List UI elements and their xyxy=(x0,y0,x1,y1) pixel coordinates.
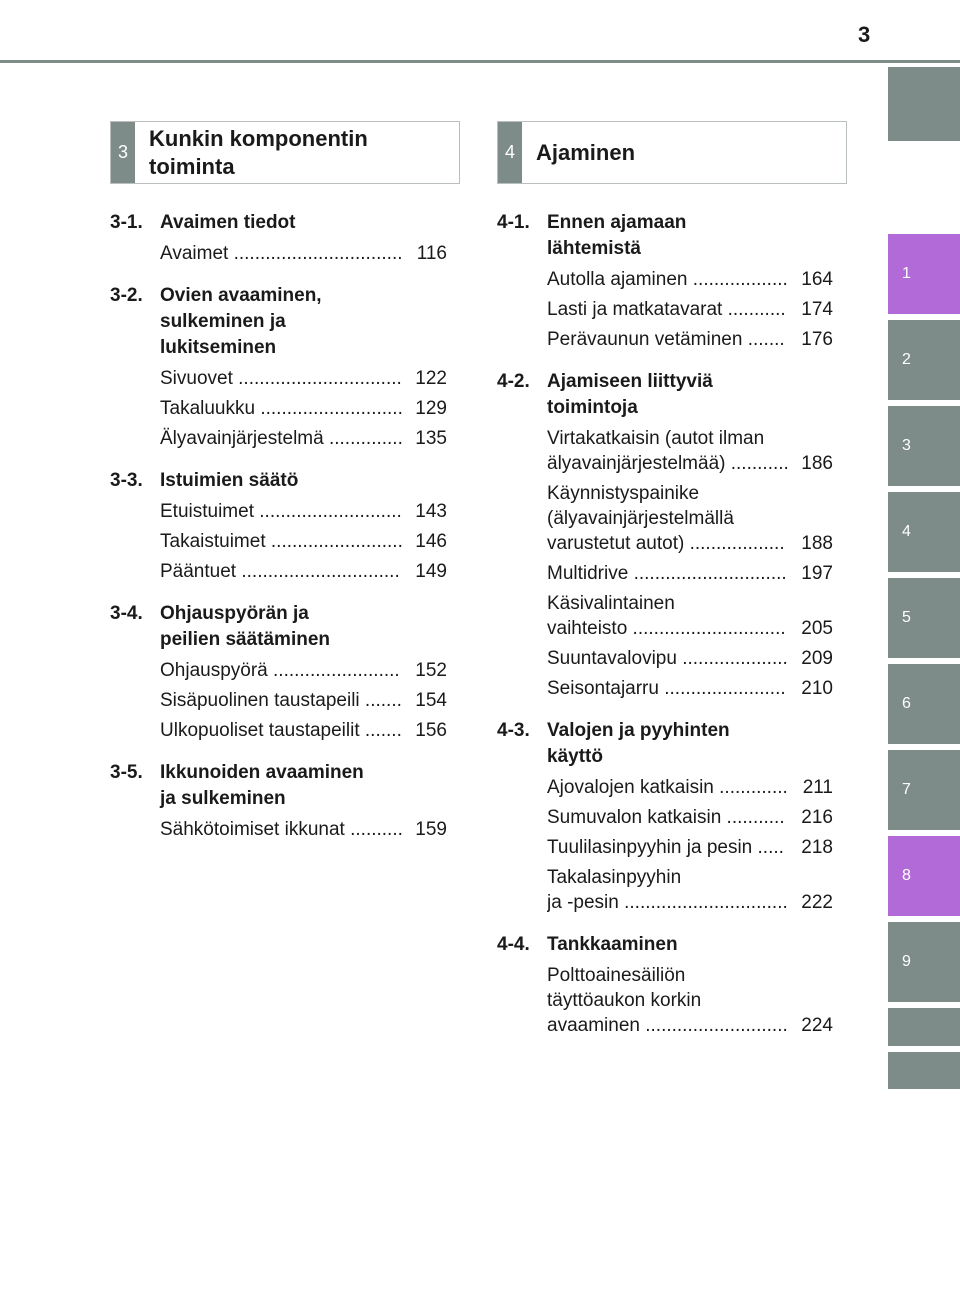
leader-dots: ....................... xyxy=(658,678,786,699)
toc-entry[interactable] xyxy=(547,963,833,1038)
subsection-title: Tankkaaminen xyxy=(547,934,678,955)
toc-entry-page: 135 xyxy=(411,426,447,451)
toc-entry-text: Takaluukku xyxy=(160,398,256,419)
subsection-heading[interactable] xyxy=(110,468,447,494)
toc-entry[interactable] xyxy=(547,865,833,915)
subsection-heading[interactable] xyxy=(497,369,833,421)
toc-entry[interactable] xyxy=(547,327,833,352)
toc-entry-text: Suuntavalovipu xyxy=(547,648,677,669)
toc-entry-text: Käsivalintainen vaihteisto xyxy=(547,593,675,639)
leader-dots: ............. xyxy=(713,777,788,798)
toc-entry[interactable] xyxy=(160,529,447,554)
toc-entry-page: 116 xyxy=(413,241,447,266)
toc-entry-page: 164 xyxy=(797,267,833,292)
leader-dots: ............................... xyxy=(618,892,788,913)
toc-entry[interactable] xyxy=(547,481,833,556)
leader-dots: .................... xyxy=(676,648,788,669)
leader-dots: ................................ xyxy=(228,243,403,264)
toc-entry-page: 222 xyxy=(797,890,833,915)
toc-entry-page: 186 xyxy=(797,451,833,476)
leader-dots: ..... xyxy=(752,837,784,858)
subsection-number: 3-3. xyxy=(110,470,143,491)
subsection-title: Ovien avaaminen, sulkeminen ja lukitseminen xyxy=(160,285,322,358)
toc-entry[interactable] xyxy=(160,559,447,584)
leader-dots: ........................... xyxy=(639,1015,788,1036)
toc-entry-text: Takalasinpyyhin ja -pesin xyxy=(547,867,682,913)
leader-dots: ....... xyxy=(359,720,402,741)
toc-entry-text: Virtakatkaisin (autot ilman älyavainjärjestelmää) xyxy=(547,428,765,474)
subsection-heading[interactable] xyxy=(110,210,447,236)
toc-entry-page: 149 xyxy=(411,559,447,584)
leader-dots: ......................... xyxy=(265,531,403,552)
subsection-number: 4-3. xyxy=(497,720,530,741)
section-number: 4 xyxy=(498,122,522,183)
subsection-title: Ajamiseen liittyviä toimintoja xyxy=(547,371,713,418)
toc-entry[interactable] xyxy=(160,817,447,842)
toc-entry-page: 205 xyxy=(797,616,833,641)
subsection-number: 3-2. xyxy=(110,285,143,306)
chapter-tab[interactable] xyxy=(888,664,960,744)
chapter-tab[interactable] xyxy=(888,922,960,1002)
leader-dots: ........................... xyxy=(255,398,403,419)
chapter-tab[interactable] xyxy=(888,492,960,572)
subsection-title: Ohjauspyörän ja peilien säätäminen xyxy=(160,603,331,650)
chapter-tab[interactable] xyxy=(888,234,960,314)
chapter-tab-label: 4 xyxy=(902,523,911,540)
toc-entry-page: 146 xyxy=(411,529,447,554)
section-title: Kunkin komponentin toiminta xyxy=(149,125,368,179)
section-header-4 xyxy=(497,121,847,184)
section-number: 3 xyxy=(111,122,135,183)
page-number: 3 xyxy=(858,22,871,47)
subsection-number: 4-2. xyxy=(497,371,530,392)
toc-entry-page: 197 xyxy=(797,561,833,586)
toc-entry-text: Sisäpuolinen taustapeili xyxy=(160,690,360,711)
toc-entry[interactable] xyxy=(547,676,833,701)
toc-entry-text: Älyavainjärjestelmä xyxy=(160,428,324,449)
subsection-number: 3-4. xyxy=(110,603,143,624)
leader-dots: .................. xyxy=(687,269,788,290)
subsection-title: Valojen ja pyyhinten käyttö xyxy=(547,720,730,767)
toc-entry-text: Sivuovet xyxy=(160,368,233,389)
toc-entry[interactable] xyxy=(547,775,833,800)
toc-entry[interactable] xyxy=(547,426,833,476)
leader-dots: ....... xyxy=(359,690,402,711)
subsection-heading[interactable] xyxy=(110,760,447,812)
subsection-number: 4-1. xyxy=(497,212,530,233)
chapter-tab-label: 6 xyxy=(902,695,911,712)
chapter-tab[interactable] xyxy=(888,1052,960,1089)
toc-entry-text: Sumuvalon katkaisin xyxy=(547,807,722,828)
leader-dots: ........................ xyxy=(267,660,400,681)
subsection-number: 3-1. xyxy=(110,212,143,233)
leader-dots: ............................... xyxy=(232,368,402,389)
leader-dots: .............. xyxy=(323,428,403,449)
leader-dots: .............................. xyxy=(236,561,400,582)
subsection-heading[interactable] xyxy=(497,718,833,770)
chapter-tab[interactable] xyxy=(888,750,960,830)
toc-entry-text: Pääntuet xyxy=(160,561,237,582)
toc-entry[interactable] xyxy=(160,426,447,451)
toc-entry-page: 211 xyxy=(799,775,833,800)
subsection-title: Ikkunoiden avaaminen ja sulkeminen xyxy=(160,762,364,809)
toc-entry[interactable] xyxy=(160,396,447,421)
toc-entry-text: Ajovalojen katkaisin xyxy=(547,777,714,798)
chapter-tab-label: 2 xyxy=(902,351,911,368)
toc-entry[interactable] xyxy=(160,718,447,743)
toc-entry[interactable] xyxy=(160,658,447,683)
toc-entry-page: 143 xyxy=(411,499,447,524)
chapter-tab-label: 1 xyxy=(902,265,911,282)
toc-entry-page: 218 xyxy=(797,835,833,860)
toc-column-right xyxy=(497,206,833,1051)
toc-entry[interactable] xyxy=(547,297,833,322)
toc-entry[interactable] xyxy=(547,591,833,641)
toc-entry[interactable] xyxy=(547,646,833,671)
subsection-heading[interactable] xyxy=(110,283,447,361)
toc-entry-page: 154 xyxy=(411,688,447,713)
toc-entry[interactable] xyxy=(160,366,447,391)
toc-entry[interactable] xyxy=(160,241,447,266)
subsection-title: Ennen ajamaan lähtemistä xyxy=(547,212,687,259)
toc-entry-text: Etuistuimet xyxy=(160,501,254,522)
chapter-tab-label: 3 xyxy=(902,437,911,454)
toc-entry-text: Perävaunun vetäminen xyxy=(547,329,743,350)
toc-entry-page: 156 xyxy=(411,718,447,743)
toc-entry-text: Käynnistyspainike (älyavainjärjestelmällä varustetut autot) xyxy=(547,483,734,554)
chapter-tab[interactable] xyxy=(888,320,960,400)
toc-entry[interactable] xyxy=(160,688,447,713)
toc-entry-page: 188 xyxy=(797,531,833,556)
chapter-tab-label: 7 xyxy=(902,781,911,798)
subsection-heading[interactable] xyxy=(497,932,833,958)
chapter-tab[interactable] xyxy=(888,67,960,141)
chapter-tab[interactable] xyxy=(888,836,960,916)
toc-entry-text: Polttoainesäiliön täyttöaukon korkin avaaminen xyxy=(547,965,702,1036)
toc-entry[interactable] xyxy=(547,835,833,860)
toc-entry[interactable] xyxy=(547,805,833,830)
toc-entry-page: 122 xyxy=(411,366,447,391)
toc-entry-page: 209 xyxy=(797,646,833,671)
chapter-tab[interactable] xyxy=(888,1008,960,1046)
leader-dots: .......... xyxy=(344,819,403,840)
toc-entry[interactable] xyxy=(160,499,447,524)
toc-entry-text: Tuulilasinpyyhin ja pesin xyxy=(547,837,753,858)
leader-dots: ........... xyxy=(725,453,789,474)
toc-entry-page: 129 xyxy=(411,396,447,421)
subsection-heading[interactable] xyxy=(110,601,447,653)
section-title: Ajaminen xyxy=(536,139,636,165)
toc-entry-text: Multidrive xyxy=(547,563,629,584)
leader-dots: ............................. xyxy=(628,563,787,584)
toc-entry-text: Avaimet xyxy=(160,243,229,264)
leader-dots: .................. xyxy=(684,533,785,554)
toc-entry[interactable] xyxy=(547,267,833,292)
subsection-number: 3-5. xyxy=(110,762,143,783)
toc-entry-text: Lasti ja matkatavarat xyxy=(547,299,723,320)
toc-entry-text: Sähkötoimiset ikkunat xyxy=(160,819,345,840)
toc-entry-text: Ohjauspyörä xyxy=(160,660,268,681)
subsection-title: Istuimien säätö xyxy=(160,470,299,491)
toc-entry-page: 216 xyxy=(797,805,833,830)
top-rule xyxy=(0,60,960,63)
subsection-number: 4-4. xyxy=(497,934,530,955)
toc-entry-text: Autolla ajaminen xyxy=(547,269,688,290)
leader-dots: ....... xyxy=(742,329,785,350)
toc-entry-page: 152 xyxy=(411,658,447,683)
leader-dots: ............................. xyxy=(627,618,786,639)
chapter-tab[interactable] xyxy=(888,406,960,486)
chapter-tab-label: 9 xyxy=(902,953,911,970)
chapter-tab-label: 5 xyxy=(902,609,911,626)
toc-entry-page: 224 xyxy=(797,1013,833,1038)
subsection-heading[interactable] xyxy=(497,210,833,262)
toc-entry-page: 210 xyxy=(797,676,833,701)
leader-dots: ........... xyxy=(721,807,785,828)
subsection-title: Avaimen tiedot xyxy=(160,212,296,233)
section-header-3 xyxy=(110,121,460,184)
toc-entry-text: Seisontajarru xyxy=(547,678,659,699)
toc-entry-page: 159 xyxy=(411,817,447,842)
toc-entry-page: 176 xyxy=(797,327,833,352)
leader-dots: ........................... xyxy=(253,501,402,522)
chapter-tab-label: 8 xyxy=(902,867,911,884)
chapter-tab[interactable] xyxy=(888,578,960,658)
toc-entry-text: Takaistuimet xyxy=(160,531,266,552)
toc-entry-page: 174 xyxy=(797,297,833,322)
toc-column-left xyxy=(110,206,447,855)
toc-entry-text: Ulkopuoliset taustapeilit xyxy=(160,720,360,741)
toc-entry[interactable] xyxy=(547,561,833,586)
leader-dots: ........... xyxy=(722,299,786,320)
